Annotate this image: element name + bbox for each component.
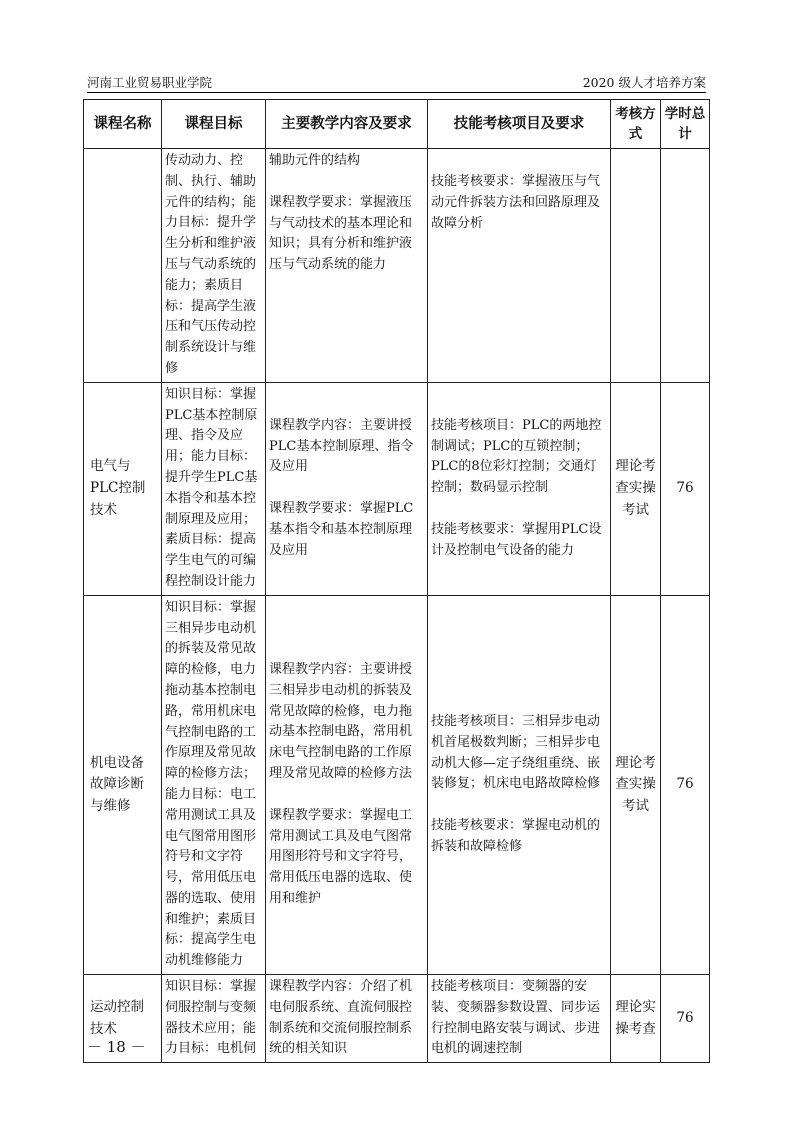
hours-cell: 76 <box>661 595 710 974</box>
col-header-name: 课程名称 <box>84 100 162 149</box>
course-name-cell: 运动控制技术 <box>84 975 162 1063</box>
col-header-hours: 学时总计 <box>661 100 710 149</box>
course-goal-cell: 传动动力、控制、执行、辅助元件的结构；能力目标：提升学生分析和维护液压与气动系统的能力；素质目标：提高学生液压和气压传动控制系统设计与维修 <box>162 149 266 383</box>
skill-requirement-text: 技能考核要求：掌握电动机的拆装和故障检修 <box>431 818 601 854</box>
document-title: 2020 级人才培养方案 <box>582 75 706 90</box>
page-header <box>87 72 706 93</box>
exam-method-cell: 理论考查实操考试 <box>611 382 661 595</box>
course-name-cell <box>84 149 162 383</box>
table-header-row <box>84 100 710 149</box>
teaching-content-text: 辅助元件的结构 <box>269 153 361 168</box>
table-row <box>84 382 710 595</box>
teaching-content-cell <box>266 595 428 974</box>
col-header-exam: 考核方式 <box>611 100 661 149</box>
course-goal-cell: 知识目标：掌握三相异步电动机的拆装及常见故障的检修，电力拖动基本控制电路，常用机床电气控制电路的工作原理及常见故障的检修方法；能力目标：电工常用测试工具及电气图常用图形符号和文字符号，常用低压电器的选取、使用和维护；素质目标：提高学生电动机维修能力 <box>162 595 266 974</box>
hours-cell <box>661 149 710 383</box>
hours-cell: 76 <box>661 975 710 1063</box>
exam-method-cell: 理论实操考查 <box>611 975 661 1063</box>
course-name-cell: 电气与PLC控制技术 <box>84 382 162 595</box>
skill-requirement-text: 技能考核要求：掌握用PLC设计及控制电气设备的能力 <box>431 522 602 558</box>
skill-assessment-cell <box>428 595 611 974</box>
skill-assessment-cell <box>428 975 611 1063</box>
col-header-content: 主要教学内容及要求 <box>266 100 428 149</box>
teaching-content-cell <box>266 975 428 1063</box>
teaching-content-cell <box>266 149 428 383</box>
col-header-skill: 技能考核项目及要求 <box>428 100 611 149</box>
teaching-requirement-text: 课程教学要求：掌握电工常用测试工具及电气图常用图形符号和文字符号，常用低压电器的选取、使用和维护 <box>269 807 413 906</box>
teaching-requirement-text: 课程教学要求：掌握液压与气动技术的基本理论和知识；具有分析和维护液压与气动系统的能力 <box>269 194 413 273</box>
skill-assessment-cell <box>428 382 611 595</box>
curriculum-table <box>83 99 710 1063</box>
teaching-content-text: 课程教学内容：主要讲授三相异步电动机的拆装及常见故障的检修，电力拖动基本控制电路，常用机床电气控制电路的工作原理及常见故障的检修方法 <box>269 662 413 781</box>
skill-item-text: 技能考核项目：变频器的安装、变频器参数设置、同步运行控制电路安装与调试、步进电机的调速控制 <box>431 979 601 1057</box>
school-name: 河南工业贸易职业学院 <box>87 75 213 90</box>
exam-method-cell <box>611 149 661 383</box>
skill-item-text: 技能考核项目：三相异步电动机首尾极数判断；三相异步电动机大修—定子绕组重绕、嵌装修复；机床电电路故障检修 <box>431 714 601 792</box>
teaching-content-cell <box>266 382 428 595</box>
teaching-requirement-text: 课程教学要求：掌握PLC基本指令和基本控制原理及应用 <box>269 501 414 558</box>
page-number: － 18 － <box>87 1038 146 1056</box>
table-row <box>84 975 710 1063</box>
exam-method-cell: 理论考查实操考试 <box>611 595 661 974</box>
table-row <box>84 149 710 383</box>
table-row <box>84 595 710 974</box>
col-header-goal: 课程目标 <box>162 100 266 149</box>
teaching-content-text: 课程教学内容：主要讲授PLC基本控制原理、指令及应用 <box>269 417 414 475</box>
course-name-cell: 机电设备故障诊断与维修 <box>84 595 162 974</box>
skill-item-text: 技能考核项目：PLC的两地控制调试；PLC的互锁控制；PLC的8位彩灯控制；交通灯控制；数码显示控制 <box>431 417 602 496</box>
teaching-content-text: 课程教学内容：介绍了机电伺服系统、直流伺服控制系统和交流伺服控制系统的相关知识 <box>269 979 413 1057</box>
course-goal-cell: 知识目标：掌握PLC基本控制原理、指令及应用；能力目标：提升学生PLC基本指令和基本控制原理及应用；素质目标：提高学生电气的可编程控制设计能力 <box>162 382 266 595</box>
hours-cell: 76 <box>661 382 710 595</box>
skill-requirement-text: 技能考核要求：掌握液压与气动元件拆装方法和回路原理及故障分析 <box>431 174 601 231</box>
course-goal-cell: 知识目标：掌握伺服控制与变频器技术应用；能力目标：电机伺 <box>162 975 266 1063</box>
skill-assessment-cell <box>428 149 611 383</box>
